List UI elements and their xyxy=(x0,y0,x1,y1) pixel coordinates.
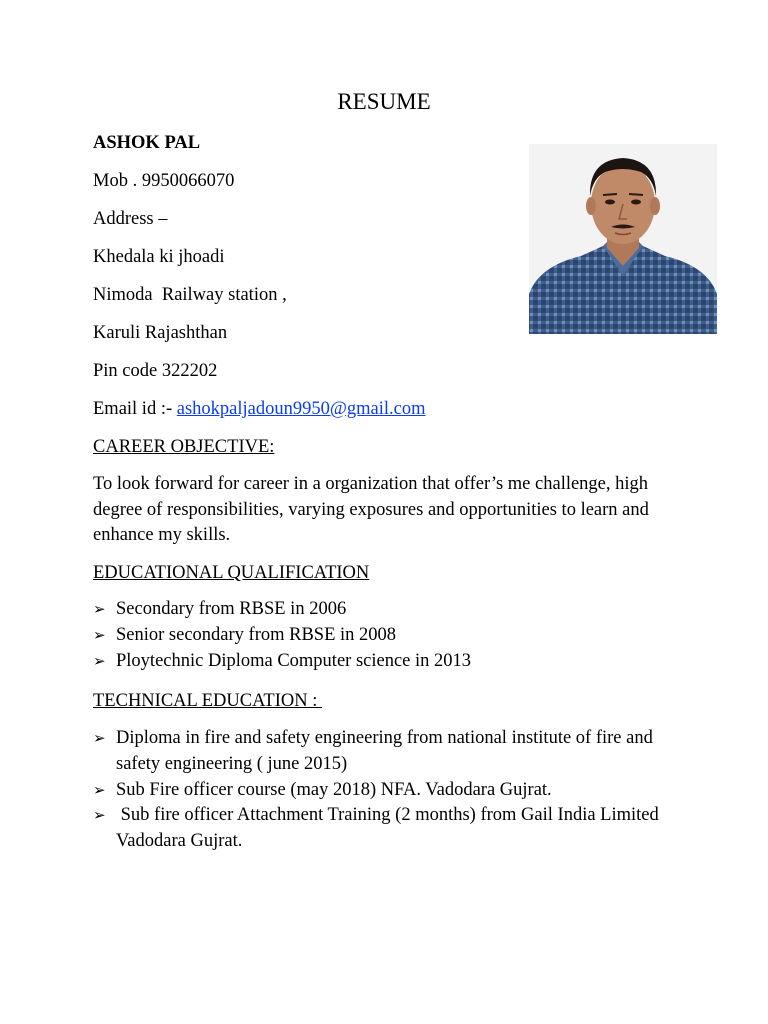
educational-qualification-list xyxy=(93,597,693,674)
mobile-number: Mob . 9950066070 xyxy=(93,171,235,191)
pin-code: Pin code 322202 xyxy=(93,361,218,381)
list-item: ➢ Senior secondary from RBSE in 2008 xyxy=(93,623,693,649)
technical-education-list xyxy=(93,726,663,855)
list-item: ➢ Sub fire officer Attachment Training (2 months) from Gail India Limited Vadodara Gujrat. xyxy=(93,805,664,852)
list-item: ➢ Secondary from RBSE in 2006 xyxy=(93,597,693,623)
list-item: ➢ Diploma in fire and safety engineering from national institute of fire and safety engineering ( june 2015) xyxy=(93,728,653,774)
applicant-name: ASHOK PAL xyxy=(93,133,201,153)
arrowhead-bullet-icon: ➢ xyxy=(93,625,106,644)
address-label: Address – xyxy=(93,209,168,229)
profile-photo-icon xyxy=(529,144,717,334)
career-objective-heading: CAREER OBJECTIVE: xyxy=(93,437,275,457)
address-line-2: Nimoda Railway station , xyxy=(93,285,287,305)
arrowhead-bullet-icon: ➢ xyxy=(93,651,106,670)
address-line-3: Karuli Rajashthan xyxy=(93,323,228,343)
educational-qualification-heading: EDUCATIONAL QUALIFICATION xyxy=(93,563,370,583)
list-item: ➢ Ploytechnic Diploma Computer science in 2013 xyxy=(93,649,693,675)
profile-photo xyxy=(529,144,717,334)
email-label: Email id :- xyxy=(93,399,177,419)
career-objective-text: To look forward for career in a organization that offer’s me challenge, high degree of responsibilities, varying exposures and opportunities to learn and enhance my skills. xyxy=(93,474,649,545)
technical-education-heading: TECHNICAL EDUCATION : xyxy=(93,691,323,711)
email-link[interactable]: ashokpaljadoun9950@gmail.com xyxy=(176,399,426,419)
address-line-1: Khedala ki jhoadi xyxy=(93,247,225,267)
arrowhead-bullet-icon: ➢ xyxy=(93,780,106,799)
list-item: ➢ Sub Fire officer course (may 2018) NFA. Vadodara Gujrat. xyxy=(93,778,663,804)
arrowhead-bullet-icon: ➢ xyxy=(93,806,106,825)
arrowhead-bullet-icon: ➢ xyxy=(93,600,106,618)
resume-title: RESUME xyxy=(337,89,431,114)
arrowhead-bullet-icon: ➢ xyxy=(93,729,106,747)
email-row xyxy=(93,398,426,420)
